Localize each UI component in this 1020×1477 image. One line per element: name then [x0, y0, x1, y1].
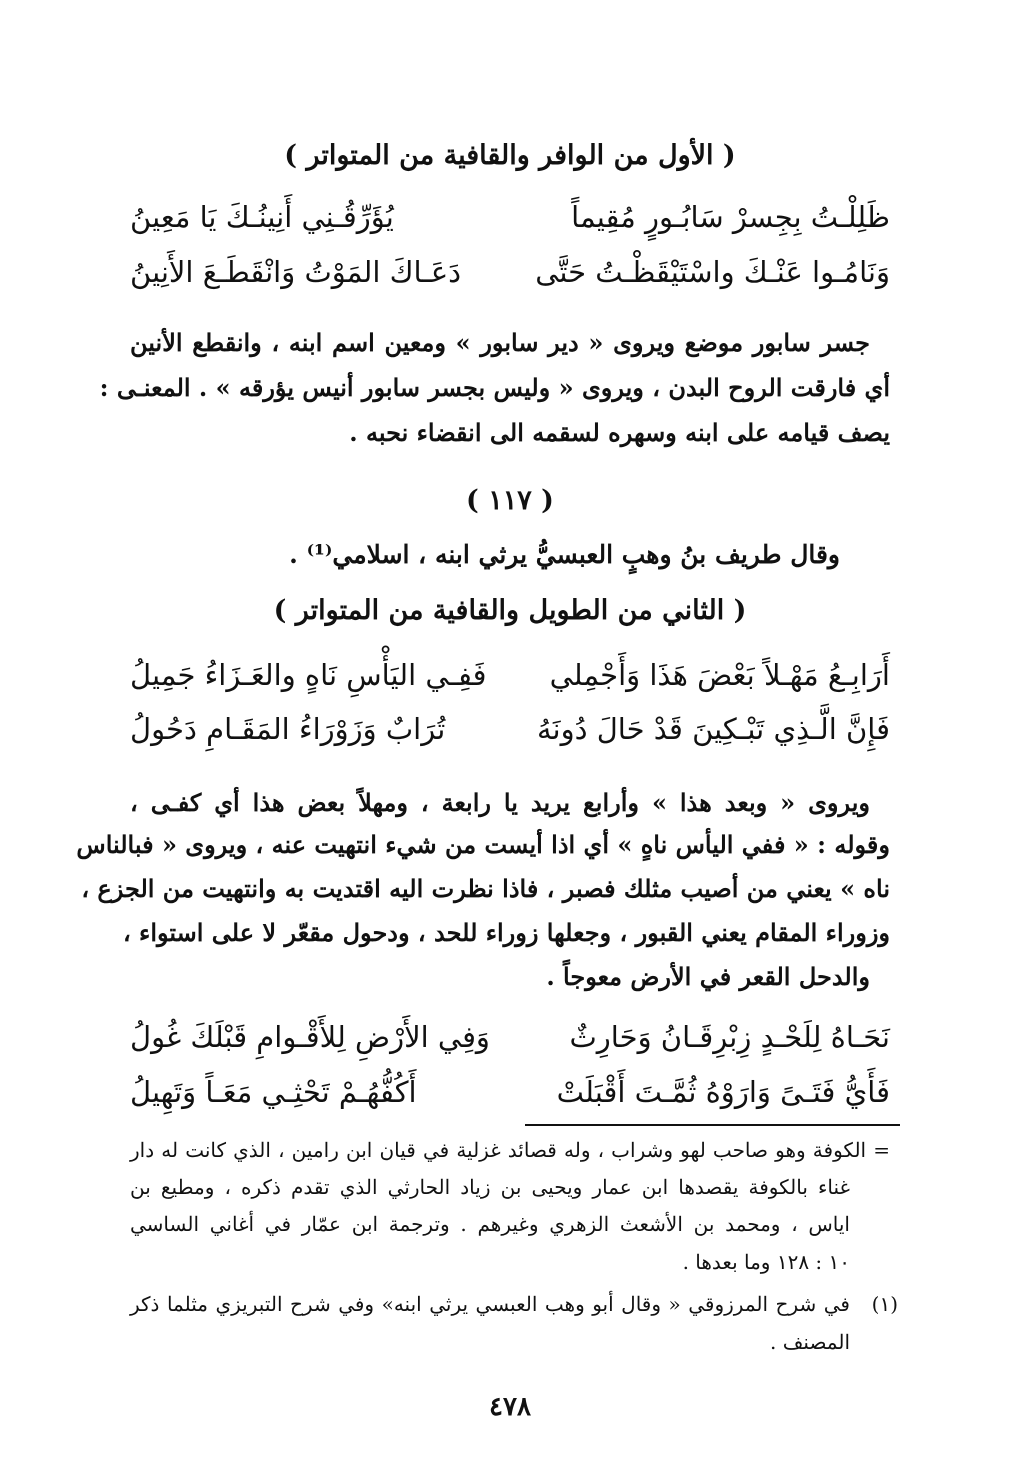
verse-hemistich-first: أَرَابِـعُ مَهْـلاً بَعْضَ هَذَا وَأَجْمِلي	[549, 658, 890, 692]
footnote-line: اياس ، ومحمد بن الأشعث الزهري وغيرهم . وترجمة ابن عمّار في أغاني الساسي	[130, 1212, 850, 1236]
verse-hemistich-second: تُرَابٌ وَزَوْرَاءُ المَقَـامِ دَحُولُ	[130, 712, 446, 746]
page-number: ٤٧٨	[489, 1392, 531, 1422]
verse-line	[130, 712, 890, 746]
verse-hemistich-second: وَفِي الأَرْضِ لِلأَقْـوامِ قَبْلَكَ غُولُ	[130, 1020, 490, 1054]
commentary-line: ويروى « وبعد هذا » وأرابع يريد يا رابعة ، ومهلاً بعض هذا أي كفـى ،	[130, 788, 870, 817]
footnote-line: ١٠ : ١٢٨ وما بعدها .	[682, 1250, 850, 1274]
verse-hemistich-first: نَحَـاهُ لِلَحْـدٍ زِبْرِقَـانُ وَحَارِثٌ	[569, 1020, 890, 1054]
verse-hemistich-first: وَنَامُـوا عَنْـكَ واسْتَيْقَظْـتُ حَتَّى	[535, 255, 890, 289]
commentary-line: جسر سابور موضع ويروى « دير سابور » ومعين اسم ابنه ، وانقطع الأنين	[130, 328, 870, 357]
verse-hemistich-first: فَإِنَّ الَّـذِي تَبْـكِينَ قَدْ حَالَ دُونَهُ	[536, 712, 890, 746]
verse-line	[130, 658, 890, 692]
footnote-line: المصنف .	[769, 1330, 850, 1354]
verse-line	[130, 1020, 890, 1054]
verse-hemistich-second: يُؤَرِّقُـنِي أَنِينُـكَ يَا مَعِينُ	[130, 200, 394, 234]
footnote-line: غناء بالكوفة يقصدها ابن عمار ويحيى بن زياد الحارثي الذي تقدم ذكره ، ومطيع بن	[130, 1175, 850, 1199]
verse-line	[130, 200, 890, 234]
footnote-line: في شرح المرزوقي « وقال أبو وهب العبسي يرثي ابنه» وفي شرح التبريزي مثلما ذكر	[130, 1292, 850, 1316]
meter-heading: ( الثاني من الطويل والقافية من المتواتر )	[273, 595, 747, 626]
footnote-line: = الكوفة وهو صاحب لهو وشراب ، وله قصائد غزلية في قيان ابن رامين ، الذي كانت له دار	[130, 1138, 891, 1162]
verse-hemistich-second: أَكُفُّهُـمْ تَحْثِـي مَعَـاً وَتَهِيلُ	[130, 1075, 417, 1109]
commentary-line: والدحل القعر في الأرض معوجاً .	[546, 962, 870, 991]
verse-hemistich-second: دَعَـاكَ المَوْتُ وَانْقَطَـعَ الأَنِينُ	[130, 255, 462, 289]
verse-hemistich-first: ظَلِلْـتُ بِجِسرْ سَابُـورٍ مُقِيماً	[571, 200, 890, 234]
verse-line	[130, 255, 890, 289]
poem-intro: وقال طريف بنُ وهبٍ العبسيُّ يرثي ابنه ، اسلامي⁽¹⁾ .	[289, 540, 840, 569]
commentary-line: وقوله : « ففي اليأس ناهٍ » أي اذا أيست من شيء انتهيت عنه ، ويروى « فبالناس	[76, 830, 890, 859]
commentary-line: أي فارقت الروح البدن ، ويروى « وليس بجسر سابور أنيس يؤرقه » . المعنـى :	[99, 373, 890, 402]
commentary-line: وزوراء المقام يعني القبور ، وجعلها زوراء للحد ، ودحول مقعّر لا على استواء ،	[122, 918, 890, 947]
commentary-line: يصف قيامه على ابنه وسهره لسقمه الى انقضاء نحبه .	[349, 418, 890, 447]
footnote-marker: (١)	[871, 1292, 898, 1316]
poem-number: ( ١١٧ )	[466, 485, 554, 516]
meter-heading: ( الأول من الوافر والقافية من المتواتر )	[284, 140, 736, 171]
verse-hemistich-second: فَفِـي اليَأْسِ نَاهٍ والعَـزَاءُ جَمِيلُ	[130, 658, 487, 692]
verse-line	[130, 1075, 890, 1109]
verse-hemistich-first: فَأَيُّ فَتَـىً وَارَوْهُ ثُمَّـتَ أَقْبَلَتْ	[556, 1075, 890, 1109]
footnote-divider	[525, 1124, 900, 1126]
commentary-line: ناه » يعني من أصيب مثلك فصبر ، فاذا نظرت اليه اقتديت به وانتهيت من الجزع ،	[81, 874, 890, 903]
